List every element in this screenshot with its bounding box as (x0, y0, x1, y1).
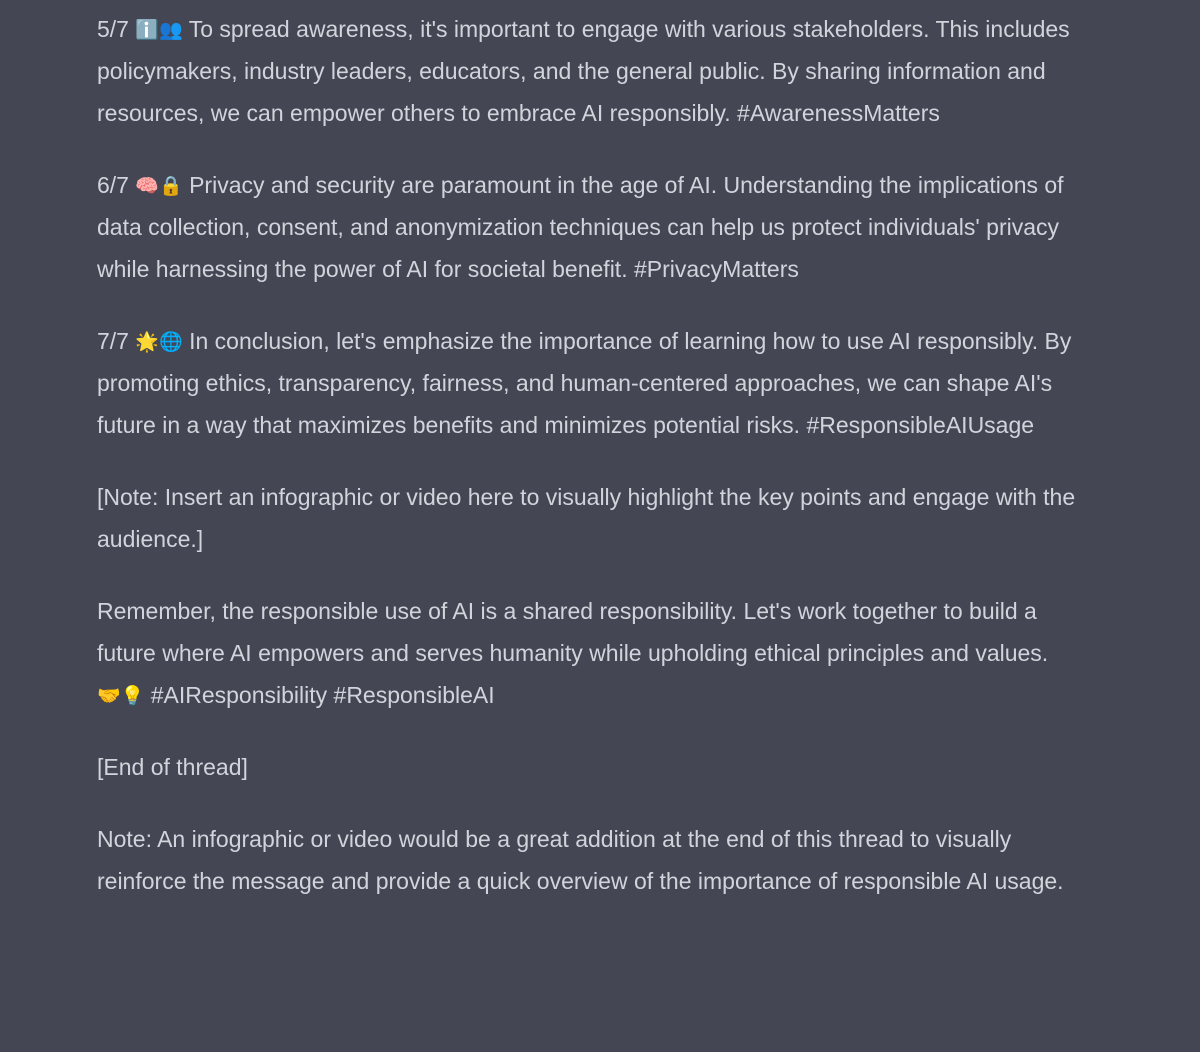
handshake-lightbulb-emoji-icon: 🤝💡 (97, 686, 145, 707)
post-text: In conclusion, let's emphasize the importance of learning how to use AI responsibly. By promoting ethics, transparency, fairness, and human-centered approaches, we can shape AI's future in a way that maximizes benefits and minimizes potential risks. (97, 328, 1072, 438)
post-number: 7/7 (97, 328, 129, 354)
hashtag: #ResponsibleAIUsage (806, 412, 1035, 438)
post-text: Privacy and security are paramount in the age of AI. Understanding the implications of data collection, consent, and anonymization techniques can help us protect individuals' privacy while harnessing the power of AI for societal benefit. #PrivacyMatters (97, 172, 1064, 282)
post-number: 5/7 (97, 16, 129, 42)
assistant-message (97, 8, 1087, 932)
post-text: To spread awareness, it's important to engage with various stakeholders. This includes policymakers, industry leaders, educators, and the general public. By sharing information and resources, we can empower others to embrace AI responsibly. (97, 16, 1070, 126)
hashtags: #AIResponsibility #ResponsibleAI (150, 682, 495, 708)
thread-post-5 (97, 8, 1087, 134)
thread-post-7 (97, 320, 1087, 446)
end-of-thread: [End of thread] (97, 754, 248, 780)
info-people-emoji-icon: ℹ️👥 (135, 20, 183, 41)
closing-paragraph (97, 590, 1087, 716)
closing-text: Remember, the responsible use of AI is a shared responsibility. Let's work together to build a future where AI empowers and serves humanity while upholding ethical principles and values. (97, 598, 1049, 666)
hashtag: #AwarenessMatters (737, 100, 940, 126)
infographic-note: [Note: Insert an infographic or video here to visually highlight the key points and engage with the audience.] (97, 484, 1076, 552)
thread-post-6 (97, 164, 1087, 290)
star-globe-emoji-icon: 🌟🌐 (135, 332, 183, 353)
brain-lock-emoji-icon: 🧠🔒 (135, 176, 183, 197)
final-note: Note: An infographic or video would be a great addition at the end of this thread to visually reinforce the message and provide a quick overview of the importance of responsible AI usage. (97, 826, 1064, 894)
post-number: 6/7 (97, 172, 129, 198)
